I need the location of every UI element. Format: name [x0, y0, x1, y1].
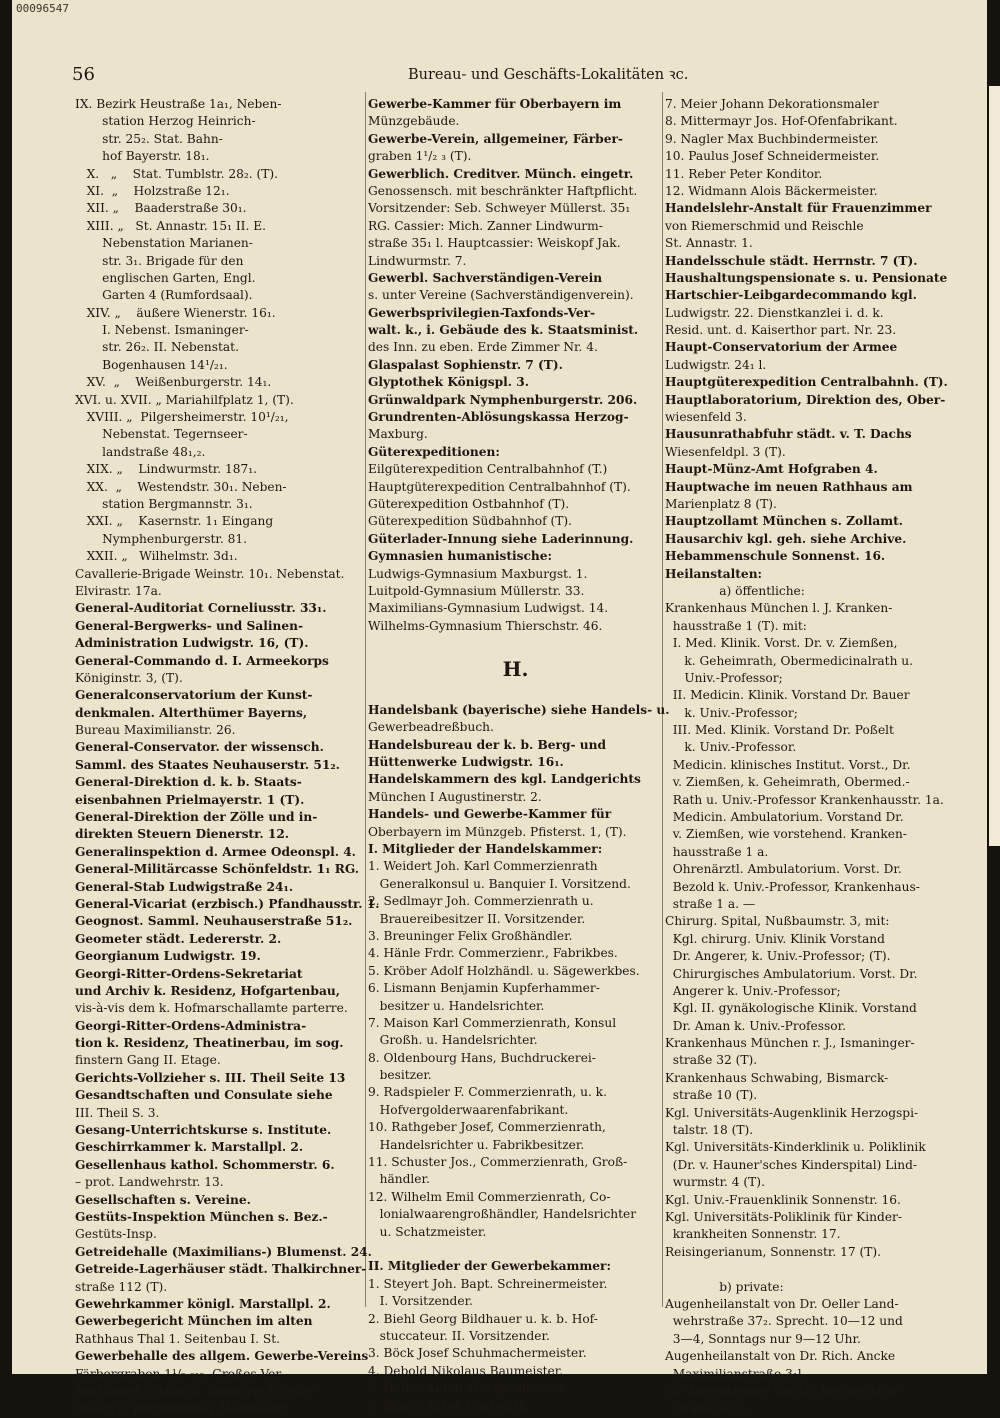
entry-line: München I Augustinerstr. 2. [368, 789, 542, 804]
entry-line: Generalconservatorium der Kunst- [75, 688, 313, 703]
entry-line: 1. Weidert Joh. Karl Commerzienrath [368, 859, 598, 874]
entry-line: XV. „ Weißenburgerstr. 14₁. [75, 375, 272, 390]
entry-line: Haushaltungspensionate s. u. Pensionate [665, 270, 948, 285]
entry-line: denkmalen. Alterthümer Bayerns, [75, 705, 308, 720]
entry-line: Gewehrkammer königl. Marstallpl. 2. [75, 1296, 331, 1311]
entry-line: Hauptgüterexpedition Centralbahnh. (T). [665, 375, 948, 390]
column-2 [368, 96, 670, 1415]
entry-line: General-Bergwerks- und Salinen- [75, 618, 304, 633]
entry-line: wiesenfeld 3. [665, 410, 747, 425]
entry-line: XXI. „ Kasernstr. 1₁ Eingang [75, 514, 274, 529]
entry-line: straße 10 (T). [665, 1088, 758, 1103]
document-page [12, 0, 987, 1416]
entry-line: Haupt-Conservatorium der Armee [665, 340, 898, 355]
entry-line: General-Direktion d. k. b. Staats- [75, 775, 302, 790]
entry-line: station Herzog Heinrich- [75, 114, 256, 129]
entry-line: General-Auditoriat Corneliusstr. 33₁. [75, 601, 327, 616]
entry-line: 7. Meier Johann Dekorationsmaler [665, 97, 879, 111]
entry-line: v. Ziemßen, k. Geheimrath, Obermed.- [665, 775, 910, 790]
entry-line: straße 112 (T). [75, 1279, 168, 1294]
entry-line: Gerichts-Vollzieher s. III. Theil Seite 13 [75, 1070, 346, 1085]
entry-line: kaufslager v. Münch. Industrie-Erzeug- [75, 1383, 317, 1398]
entry-line: 5. Heiler Anton Metzgermeister. [368, 1381, 568, 1396]
entry-line: 10. Rathgeber Josef, Commerzienrath, [368, 1120, 606, 1135]
entry-line: Lindwurmstr. 7. [368, 253, 467, 268]
entry-line: 3. Böck Josef Schuhmachermeister. [368, 1346, 587, 1361]
column-1 [75, 96, 380, 1418]
entry-line: s. unter Vereine (Sachverständigenverein). [368, 288, 634, 303]
entry-line: Geschirrkammer k. Marstallpl. 2. [75, 1140, 304, 1155]
entry-line: k. Geheimrath, Obermedicinalrath u. [665, 653, 914, 668]
entry-line: – prot. Landwehrstr. 13. [75, 1175, 224, 1190]
entry-line: landstraße 48₁,₂. [75, 444, 206, 459]
entry-line: Eilgüterexpedition Centralbahnhof (T.) [368, 462, 608, 477]
entry-line: Geognost. Samml. Neuhauserstraße 51₂. [75, 914, 353, 929]
entry-line: Königinstr. 3, (T). [75, 670, 183, 685]
entry-line: eisenbahnen Prielmayerstr. 1 (T). [75, 792, 305, 807]
entry-line: 8. Mittermayr Jos. Hof-Ofenfabrikant. [665, 114, 898, 129]
entry-line: XIX. „ Lindwurmstr. 187₁. [75, 462, 258, 477]
entry-line: Gewerbehalle des allgem. Gewerbe-Vereins [75, 1349, 369, 1364]
entry-line: Hartschier-Leibgardecommando kgl. [665, 288, 917, 303]
entry-line: besitzer u. Handelsrichter. [368, 998, 545, 1013]
entry-line: Hausarchiv kgl. geh. siehe Archive. [665, 531, 907, 546]
entry-line: Bezold k. Univ.-Professor, Krankenhaus- [665, 879, 920, 894]
entry-line: III. Theil S. 3. [75, 1105, 160, 1120]
entry-line: Gesellschaften s. Vereine. [75, 1192, 251, 1207]
entry-line: 5. Kröber Adolf Holzhändl. u. Sägewerkbes. [368, 963, 640, 978]
entry-line: finstern Gang II. Etage. [75, 1053, 221, 1068]
entry-line: 7. Maison Karl Commerzienrath, Konsul [368, 1015, 617, 1030]
entry-line: General-Stab Ludwigstraße 24₁. [75, 879, 294, 894]
entry-line: straße 32 (T). [665, 1053, 758, 1068]
entry-line: 1. Steyert Joh. Bapt. Schreinermeister. [368, 1276, 608, 1291]
entry-line: Krankenhaus München r. J., Ismaninger- [665, 1036, 915, 1051]
entry-line: 12. Widmann Alois Bäckermeister. [665, 183, 878, 198]
entry-line: III. Med. Klinik. Vorstand Dr. Poßelt [665, 723, 894, 738]
entry-line: Nebenstation Marianen- [75, 236, 253, 251]
entry-line: lonialwaarengroßhändler, Handelsrichter [368, 1207, 637, 1222]
entry-line: 8. Oldenbourg Hans, Buchdruckerei- [368, 1050, 596, 1065]
entry-line: Krankenhaus München l. J. Kranken- [665, 601, 893, 616]
entry-line: Kgl. Universitäts-Poliklinik für Kinder- [665, 1210, 902, 1224]
entry-line: I. Vorsitzender. [368, 1294, 473, 1309]
entry-line: General-Direktion der Zölle und in- [75, 810, 318, 825]
entry-line: Hebammenschule Sonnenst. 16. [665, 549, 886, 564]
entry-line: 2. Biehl Georg Bildhauer u. k. b. Hof- [368, 1311, 598, 1326]
entry-line: XIV. „ äußere Wienerstr. 16₁. [75, 305, 276, 320]
entry-line: Grünwaldpark Nymphenburgerstr. 206. [368, 392, 638, 407]
entry-line: Univ.-Professor; [665, 670, 783, 685]
entry-line: Samml. des Staates Neuhauserstr. 51₂. [75, 757, 340, 772]
entry-line: händler. [368, 1172, 430, 1187]
entry-line: straße 1 a. — [665, 896, 756, 911]
entry-line: Genossensch. mit beschränkter Haftpflicht. [368, 183, 638, 198]
page-number: 56 [72, 64, 95, 85]
entry-line: Hauptgüterexpedition Centralbahnhof (T). [368, 479, 631, 494]
entry-line: station Bergmannstr. 3₁. [75, 496, 253, 511]
entry-line: Ludwigstr. 24₁ l. [665, 357, 767, 372]
entry-line: Handels- und Gewerbe-Kammer für [368, 807, 612, 822]
entry-line: für Augenkranke von Dr. Berger Arco- [665, 1383, 901, 1398]
entry-line: XII. „ Baaderstraße 30₁. [75, 201, 247, 216]
entry-line: IX. Bezirk Heustraße 1a₁, Neben- [75, 97, 282, 111]
entry-line: Marienplatz 8 (T). [665, 496, 777, 511]
entry-line: 9. Nagler Max Buchbindermeister. [665, 131, 879, 146]
entry-line: Chirurgisches Ambulatorium. Vorst. Dr. [665, 966, 918, 981]
entry-line: Getreidehalle (Maximilians-) Blumenst. 24. [75, 1244, 372, 1259]
entry-line: Luitpold-Gymnasium Müllerstr. 33. [368, 583, 585, 598]
entry-line: Generalinspektion d. Armee Odeonspl. 4. [75, 844, 356, 859]
entry-line: 3—4, Sonntags nur 9—12 Uhr. [665, 1331, 861, 1346]
entry-line: X. „ Stat. Tumblstr. 28₂. (T). [75, 166, 279, 181]
entry-line: General-Vicariat (erzbisch.) Pfandhausstr. 1. [75, 896, 380, 911]
entry-line: Handelsschule städt. Herrnstr. 7 (T). [665, 253, 918, 268]
entry-line: Dr. Aman k. Univ.-Professor. [665, 1018, 846, 1033]
entry-line: Elvirastr. 17a. [75, 583, 162, 598]
entry-line: Maximilianstraße 3₁l. [665, 1366, 806, 1381]
entry-line [368, 685, 663, 702]
entry-line: Krankenhaus Schwabing, Bismarck- [665, 1070, 889, 1085]
running-head: Bureau- und Geschäfts-Lokalitäten ꝛc. [408, 67, 689, 83]
entry-line [368, 635, 663, 652]
entry-line: Maxburg. [368, 427, 428, 442]
entry-line: II. Medicin. Klinik. Vorstand Dr. Bauer [665, 688, 910, 703]
entry-line: Ohrenärztl. Ambulatorium. Vorst. Dr. [665, 862, 902, 877]
entry-line: RG. Cassier: Mich. Zanner Lindwurm- [368, 218, 603, 233]
entry-line: 4. Hänle Frdr. Commerzienr., Fabrikbes. [368, 946, 618, 961]
entry-line: Gewerbe-Verein, allgemeiner, Färber- [368, 131, 623, 146]
entry-line: II. Mitglieder der Gewerbekammer: [368, 1259, 611, 1274]
entry-line: Ludwigs-Gymnasium Maxburgst. 1. [368, 566, 588, 581]
entry-line: I. Nebenst. Ismaninger- [75, 323, 249, 338]
entry-line: Administration Ludwigstr. 16, (T). [75, 636, 309, 651]
entry-line: Heilanstalten: [665, 566, 763, 581]
entry-line: Gesellenhaus kathol. Schommerstr. 6. [75, 1157, 335, 1172]
entry-line: Güterexpedition Südbahnhof (T). [368, 514, 573, 529]
entry-line: Garten 4 (Rumfordsaal). [75, 288, 253, 303]
entry-line: 4. Debold Nikolaus Baumeister. [368, 1363, 564, 1378]
entry-line: Angerer k. Univ.-Professor; [665, 983, 841, 998]
entry-line: Wiesenfeldpl. 3 (T). [665, 444, 786, 459]
entry-line: wehrstraße 37₂. Sprecht. 10—12 und [665, 1314, 903, 1329]
entry-line: krankheiten Sonnenstr. 17. [665, 1227, 841, 1242]
entry-line: besitzer. [368, 1068, 432, 1083]
entry-line: Grundrenten-Ablösungskassa Herzog- [368, 410, 629, 425]
entry-line: str. 3₁. Brigade für den [75, 253, 244, 268]
entry-line: 11. Schuster Jos., Commerzienrath, Groß- [368, 1155, 628, 1170]
entry-line: Gewerbegericht München im alten [75, 1314, 313, 1329]
entry-line: General-Militärcasse Schönfeldstr. 1₁ RG. [75, 862, 360, 877]
entry-line: talstr. 18 (T). [665, 1123, 754, 1138]
entry-line: 6. Knaus Anton Gastwirth. [368, 1398, 532, 1413]
entry-line: Handelsrichter u. Fabrikbesitzer. [368, 1137, 585, 1152]
entry-line: Hauptzollamt München s. Zollamt. [665, 514, 904, 529]
entry-line: Kgl. Universitäts-Kinderklinik u. Poliklinik [665, 1140, 926, 1155]
entry-line: Gewerbsprivilegien-Taxfonds-Ver- [368, 305, 596, 320]
entry-line: Oberbayern im Münzgeb. Pfisterst. 1, (T). [368, 824, 627, 839]
entry-line: XXII. „ Wilhelmstr. 3d₁. [75, 549, 238, 564]
entry-line: 11. Reber Peter Konditor. [665, 166, 823, 181]
entry-line: St. Annastr. 1. [665, 236, 753, 251]
entry-line: XIII. „ St. Annastr. 15₁ II. E. [75, 218, 266, 233]
entry-line: Gesandtschaften und Consulate siehe [75, 1088, 333, 1103]
entry-line: a) öffentliche: [665, 583, 805, 598]
entry-line: graben 1¹/₂ ₃ (T). [368, 149, 472, 164]
entry-line: Geometer städt. Ledererstr. 2. [75, 931, 282, 946]
entry-line: Haupt-Münz-Amt Hofgraben 4. [665, 462, 878, 477]
entry-line: Gewerbl. Sachverständigen-Verein [368, 270, 603, 285]
entry-line: Glyptothek Königspl. 3. [368, 375, 530, 390]
entry-line: Glaspalast Sophienstr. 7 (T). [368, 357, 563, 372]
scan-id: 00096547 [16, 2, 69, 15]
entry-line: Handelsbank (bayerische) siehe Handels- u. [368, 702, 670, 717]
entry-line: stuccateur. II. Vorsitzender. [368, 1328, 550, 1343]
entry-line: b) private: [665, 1279, 784, 1294]
entry-line: Chirurg. Spital, Nußbaumstr. 3, mit: [665, 914, 890, 929]
entry-line: tion k. Residenz, Theatinerbau, im sog. [75, 1036, 344, 1051]
entry-line: Hofvergolderwaarenfabrikant. [368, 1102, 569, 1117]
entry-line [368, 1241, 663, 1258]
entry-line: Bogenhausen 14¹/₂₁. [75, 357, 228, 372]
entry-line: Augenheilanstalt von Dr. Oeller Land- [665, 1296, 899, 1311]
entry-line: k. Univ.-Professor; [665, 705, 798, 720]
entry-line: Hauptlaboratorium, Direktion des, Ober- [665, 392, 946, 407]
entry-line: 10. Paulus Josef Schneidermeister. [665, 149, 880, 164]
entry-line [665, 1261, 957, 1278]
entry-line: Dr. Angerer, k. Univ.-Professor; (T). [665, 949, 891, 964]
entry-line: Hauptwache im neuen Rathhaus am [665, 479, 913, 494]
entry-line: Hausunrathabfuhr städt. v. T. Dachs [665, 427, 912, 442]
entry-line: Bureau Maximilianstr. 26. [75, 723, 236, 738]
entry-line: englischen Garten, Engl. [75, 270, 256, 285]
entry-line: von Riemerschmid und Reischle [665, 218, 864, 233]
entry-line: 3. Breuninger Felix Großhändler. [368, 928, 573, 943]
entry-line: Cavallerie-Brigade Weinstr. 10₁. Nebenstat. [75, 566, 345, 581]
entry-line: Großh. u. Handelsrichter. [368, 1033, 538, 1048]
entry-line: Färbergraben 1¹/₂ ₀₁₂. Großes Ver- [75, 1366, 286, 1381]
entry-line: wurmstr. 4 (T). [665, 1175, 765, 1190]
entry-line: Ludwigstr. 22. Dienstkanzlei i. d. k. [665, 305, 884, 320]
entry-line: Gestüts-Inspektion München s. Bez.- [75, 1210, 328, 1224]
entry-line: u. Schatzmeister. [368, 1224, 487, 1239]
entry-line: Vorsitzender: Seb. Schweyer Müllerst. 35₁ [368, 201, 631, 216]
entry-line: Kgl. Univ.-Frauenklinik Sonnenstr. 16. [665, 1192, 901, 1207]
entry-line: XI. „ Holzstraße 12₁. [75, 183, 230, 198]
entry-line: str. 25₂. Stat. Bahn- [75, 131, 223, 146]
entry-line: XVI. u. XVII. „ Mariahilfplatz 1, (T). [75, 392, 294, 407]
entry-line: straße 8₀ u. ₁. [665, 1401, 758, 1416]
entry-line: Güterexpeditionen: [368, 444, 500, 459]
entry-line: Gymnasien humanistische: [368, 549, 553, 564]
entry-line: Handelsbureau der k. b. Berg- und [368, 737, 607, 752]
entry-line: Münzgebäude. [368, 114, 460, 129]
entry-line: Georgianum Ludwigstr. 19. [75, 949, 261, 964]
entry-line: Wilhelms-Gymnasium Thierschstr. 46. [368, 618, 603, 633]
entry-line: Nymphenburgerstr. 81. [75, 531, 248, 546]
entry-line: vis-à-vis dem k. Hofmarschallamte parterre. [75, 1001, 348, 1016]
entry-line: Georgi-Ritter-Ordens-Administra- [75, 1018, 307, 1033]
column-3 [665, 96, 957, 1418]
entry-line: Kgl. II. gynäkologische Klinik. Vorstand [665, 1001, 917, 1016]
entry-line: Handelskammern des kgl. Landgerichts [368, 772, 641, 787]
entry-line: Resid. unt. d. Kaiserthor part. Nr. 23. [665, 323, 897, 338]
entry-line: 2. Sedlmayr Joh. Commerzienrath u. [368, 894, 594, 909]
section-letter: H. [502, 656, 529, 681]
entry-line: I. Med. Klinik. Vorst. Dr. v. Ziemßen, [665, 636, 898, 651]
entry-line: Getreide-Lagerhäuser städt. Thalkirchner- [75, 1262, 367, 1277]
entry-line: hausstraße 1 a. [665, 844, 769, 859]
entry-line: Rathhaus Thal 1. Seitenbau I. St. [75, 1331, 280, 1346]
entry-line: Gewerbeadreßbuch. [368, 720, 494, 735]
entry-line: Gewerblich. Creditver. Münch. eingetr. [368, 166, 634, 181]
entry-line: nissen u. permanentes Möbellager. [75, 1401, 292, 1416]
entry-line: Gestüts-Insp. [75, 1227, 157, 1242]
entry-line: General-Commando d. I. Armeekorps [75, 653, 329, 668]
entry-line: des Inn. zu eben. Erde Zimmer Nr. 4. [368, 340, 598, 355]
entry-line: Reisingerianum, Sonnenstr. 17 (T). [665, 1244, 882, 1259]
entry-line: Kgl. Universitäts-Augenklinik Herzogspi- [665, 1105, 919, 1120]
entry-line: straße 35₁ l. Hauptcassier: Weiskopf Jak. [368, 236, 621, 251]
entry-line: und Archiv k. Residenz, Hofgartenbau, [75, 983, 340, 998]
entry-line: Hüttenwerke Ludwigstr. 16₁. [368, 755, 564, 770]
entry-line: Georgi-Ritter-Ordens-Sekretariat [75, 966, 303, 981]
entry-line: k. Univ.-Professor. [665, 740, 797, 755]
entry-line: Kgl. chirurg. Univ. Klinik Vorstand [665, 931, 885, 946]
facing-page-edge [989, 86, 1000, 846]
entry-line: walt. k., i. Gebäude des k. Staatsminist. [368, 323, 639, 338]
entry-line: Augenheilanstalt von Dr. Rich. Ancke [665, 1349, 896, 1364]
entry-line: XVIII. „ Pilgersheimerstr. 10¹/₂₁, [75, 410, 289, 425]
entry-line: str. 26₂. II. Nebenstat. [75, 340, 239, 355]
entry-line: Güterexpedition Ostbahnhof (T). [368, 496, 570, 511]
entry-line: v. Ziemßen, wie vorstehend. Kranken- [665, 827, 907, 842]
entry-line: 12. Wilhelm Emil Commerzienrath, Co- [368, 1189, 611, 1204]
entry-line: Gewerbe-Kammer für Oberbayern im [368, 97, 622, 111]
entry-line: Nebenstat. Tegernseer- [75, 427, 248, 442]
entry-line: Handelslehr-Anstalt für Frauenzimmer [665, 201, 932, 216]
entry-line: Medicin. Ambulatorium. Vorstand Dr. [665, 810, 904, 825]
entry-line: direkten Steuern Dienerstr. 12. [75, 827, 290, 842]
entry-line: (Dr. v. Hauner'sches Kinderspital) Lind- [665, 1157, 918, 1172]
entry-line: 6. Lismann Benjamin Kupferhammer- [368, 981, 600, 996]
entry-line: Generalkonsul u. Banquier I. Vorsitzend. [368, 876, 631, 891]
entry-line: hof Bayerstr. 18₁. [75, 149, 210, 164]
entry-line: Medicin. klinisches Institut. Vorst., Dr. [665, 757, 911, 772]
entry-line: General-Conservator. der wissensch. [75, 740, 324, 755]
entry-line: I. Mitglieder der Handelskammer: [368, 842, 603, 857]
entry-line: Maximilians-Gymnasium Ludwigst. 14. [368, 601, 609, 616]
entry-line: Güterlader-Innung siehe Laderinnung. [368, 531, 634, 546]
entry-line: Gesang-Unterrichtskurse s. Institute. [75, 1123, 332, 1138]
entry-line: Brauereibesitzer II. Vorsitzender. [368, 911, 586, 926]
entry-line: hausstraße 1 (T). mit: [665, 618, 807, 633]
entry-line: 9. Radspieler F. Commerzienrath, u. k. [368, 1085, 607, 1100]
entry-line: Rath u. Univ.-Professor Krankenhausstr. 1a. [665, 792, 944, 807]
entry-line: XX. „ Westendstr. 30₁. Neben- [75, 479, 287, 494]
